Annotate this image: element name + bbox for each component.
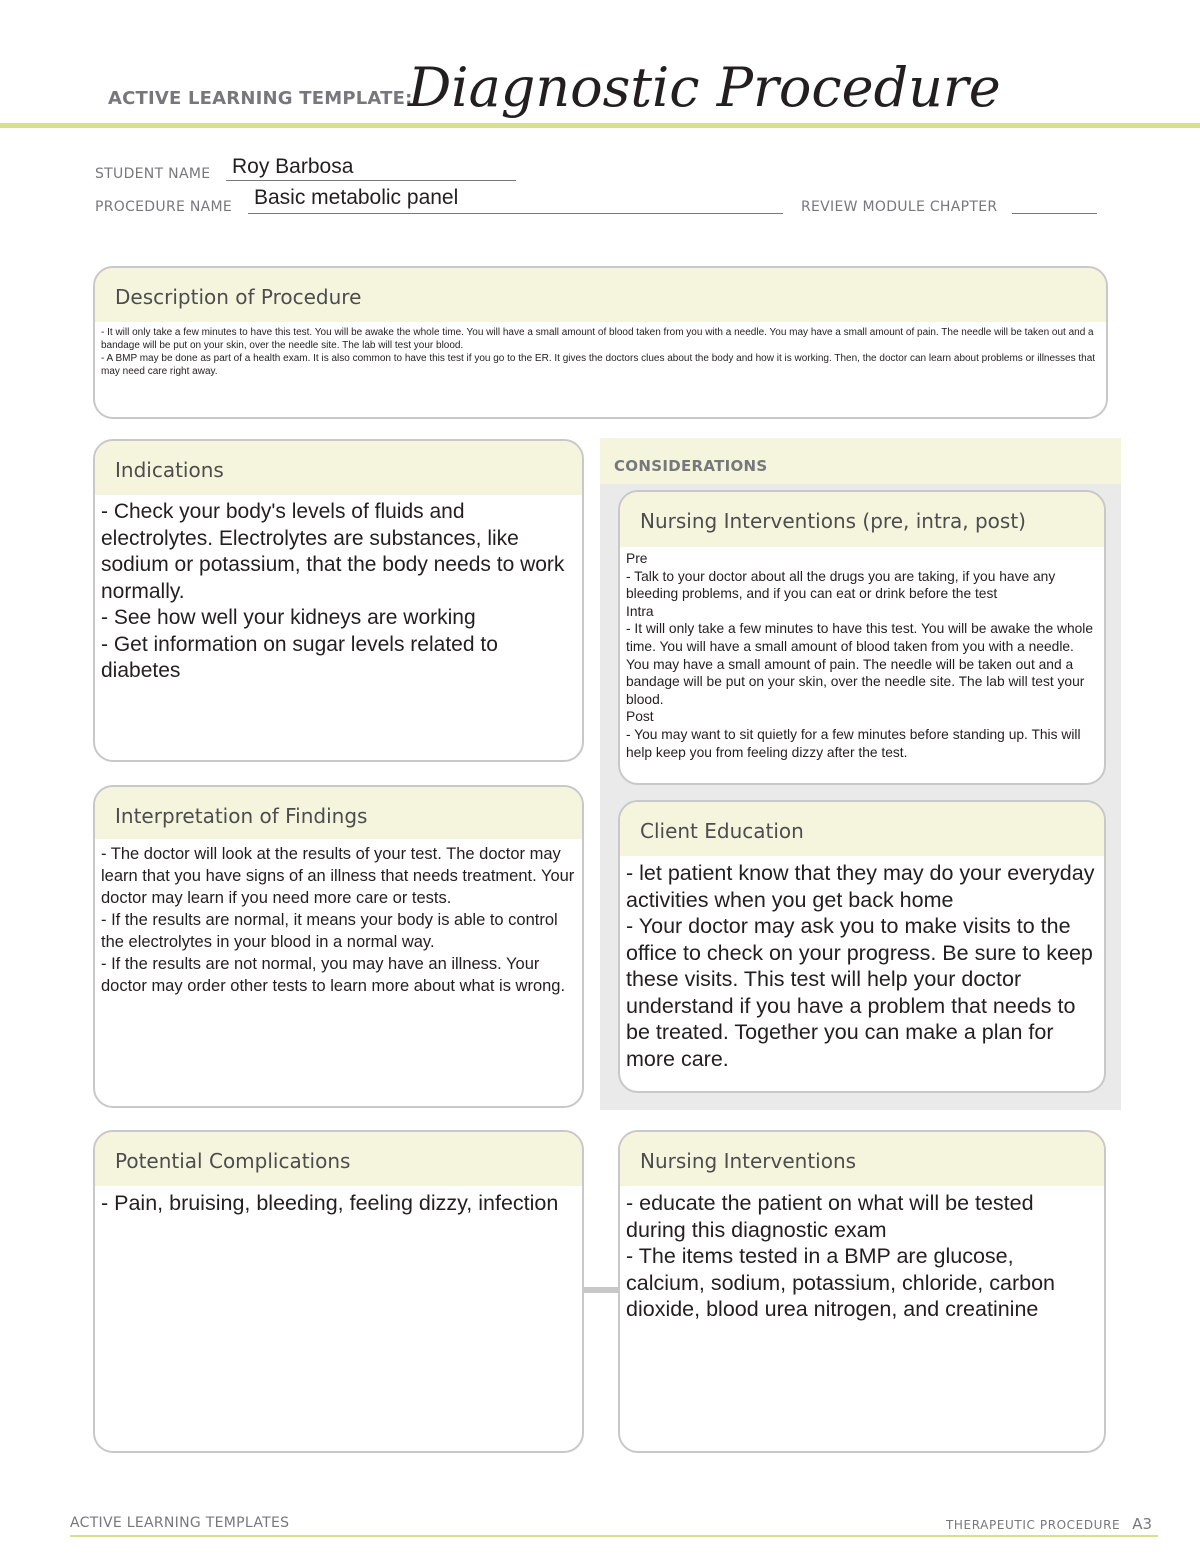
procedure-name-line	[248, 213, 783, 214]
procedure-name-field[interactable]: Basic metabolic panel	[254, 186, 459, 209]
nursing-interventions-title: Nursing Interventions	[620, 1132, 1104, 1186]
nursing-interventions-panel	[618, 1130, 1106, 1453]
nursing-pre-intra-post-title: Nursing Interventions (pre, intra, post)	[620, 492, 1104, 547]
student-name-field[interactable]: Roy Barbosa	[232, 155, 354, 178]
complications-text[interactable]: - Pain, bruising, bleeding, feeling dizzy, infection	[101, 1191, 559, 1215]
nursing-pre-intra-post-panel	[618, 490, 1106, 785]
footer-right	[946, 1515, 1152, 1533]
complications-title: Potential Complications	[95, 1132, 582, 1186]
nursing-interventions-text[interactable]: - educate the patient on what will be tested during this diagnostic exam - The items tested in a BMP are glucose, calcium, sodium, potassium, chloride, carbon dioxide, blood urea nitrogen, and creatinine	[626, 1191, 1055, 1321]
student-name-line	[226, 180, 516, 181]
student-name-label: STUDENT NAME	[95, 166, 211, 182]
indications-text[interactable]: - Check your body's levels of fluids and electrolytes. Electrolytes are substances, like sodium or potassium, that the body needs to work normally. - See how well your kidneys are working - Get information on sugar levels related to diabetes	[101, 500, 565, 682]
footer-section-label: THERAPEUTIC PROCEDURE	[946, 1518, 1121, 1532]
template-label: ACTIVE LEARNING TEMPLATE:	[108, 88, 413, 109]
review-module-label: REVIEW MODULE CHAPTER	[801, 199, 998, 215]
description-title: Description of Procedure	[95, 268, 1106, 322]
page-title: Diagnostic Procedure	[408, 56, 1001, 119]
panel-connector	[584, 1287, 620, 1293]
interpretation-panel	[93, 785, 584, 1108]
footer-divider	[70, 1535, 1158, 1537]
indications-title: Indications	[95, 441, 582, 495]
considerations-label: CONSIDERATIONS	[614, 457, 768, 475]
complications-panel	[93, 1130, 584, 1453]
client-education-panel	[618, 800, 1106, 1093]
client-education-title: Client Education	[620, 802, 1104, 856]
nursing-pre-intra-post-text[interactable]: Pre - Talk to your doctor about all the drugs you are taking, if you have any bleeding problems, and if you can eat or drink before the test Intra - It will only take a few minutes to have this test. You will be awake the whole time. You will have a small amount of blood taken from you with a needle. You may have a small amount of pain. The needle will be taken out and a bandage will be put on your skin, over the needle site. The lab will test your blood. Post - You may want to sit quietly for a few minutes before standing up. This will help keep you from feeling dizzy after the test.	[626, 551, 1094, 760]
indications-panel	[93, 439, 584, 762]
description-panel	[93, 266, 1108, 419]
header-divider	[0, 123, 1200, 128]
description-text[interactable]: - It will only take a few minutes to have this test. You will be awake the whole time. You will have a small amount of blood taken from you with a needle. You may have a small amount of pain. The needle will be taken out and a bandage will be put on your skin, over the needle site. The lab will test your blood. - A BMP may be done as part of a health exam. It is also common to have this test if you go to the ER. It gives the doctors clues about the body and how it is working. Then, the doctor can learn about problems or illnesses that may need care right away.	[101, 327, 1096, 377]
interpretation-text[interactable]: - The doctor will look at the results of your test. The doctor may learn that you have signs of an illness that needs treatment. Your doctor may learn if you need more care or tests. - If the results are normal, it means your body is able to control the electrolytes in your blood in a normal way. - If the results are not normal, you may have an illness. Your doctor may order other tests to learn more about what is wrong.	[101, 845, 575, 995]
client-education-text[interactable]: - let patient know that they may do your everyday activities when you get back home - Your doctor may ask you to make visits to the office to check on your progress. Be sure to keep these visits. This test will help your doctor understand if you have a problem that needs to be treated. Together you can make a plan for more care.	[626, 861, 1095, 1071]
procedure-name-label: PROCEDURE NAME	[95, 199, 233, 215]
review-module-line	[1012, 213, 1097, 214]
footer-left-label: ACTIVE LEARNING TEMPLATES	[70, 1515, 290, 1531]
page-number: A3	[1132, 1515, 1152, 1533]
interpretation-title: Interpretation of Findings	[95, 787, 582, 839]
